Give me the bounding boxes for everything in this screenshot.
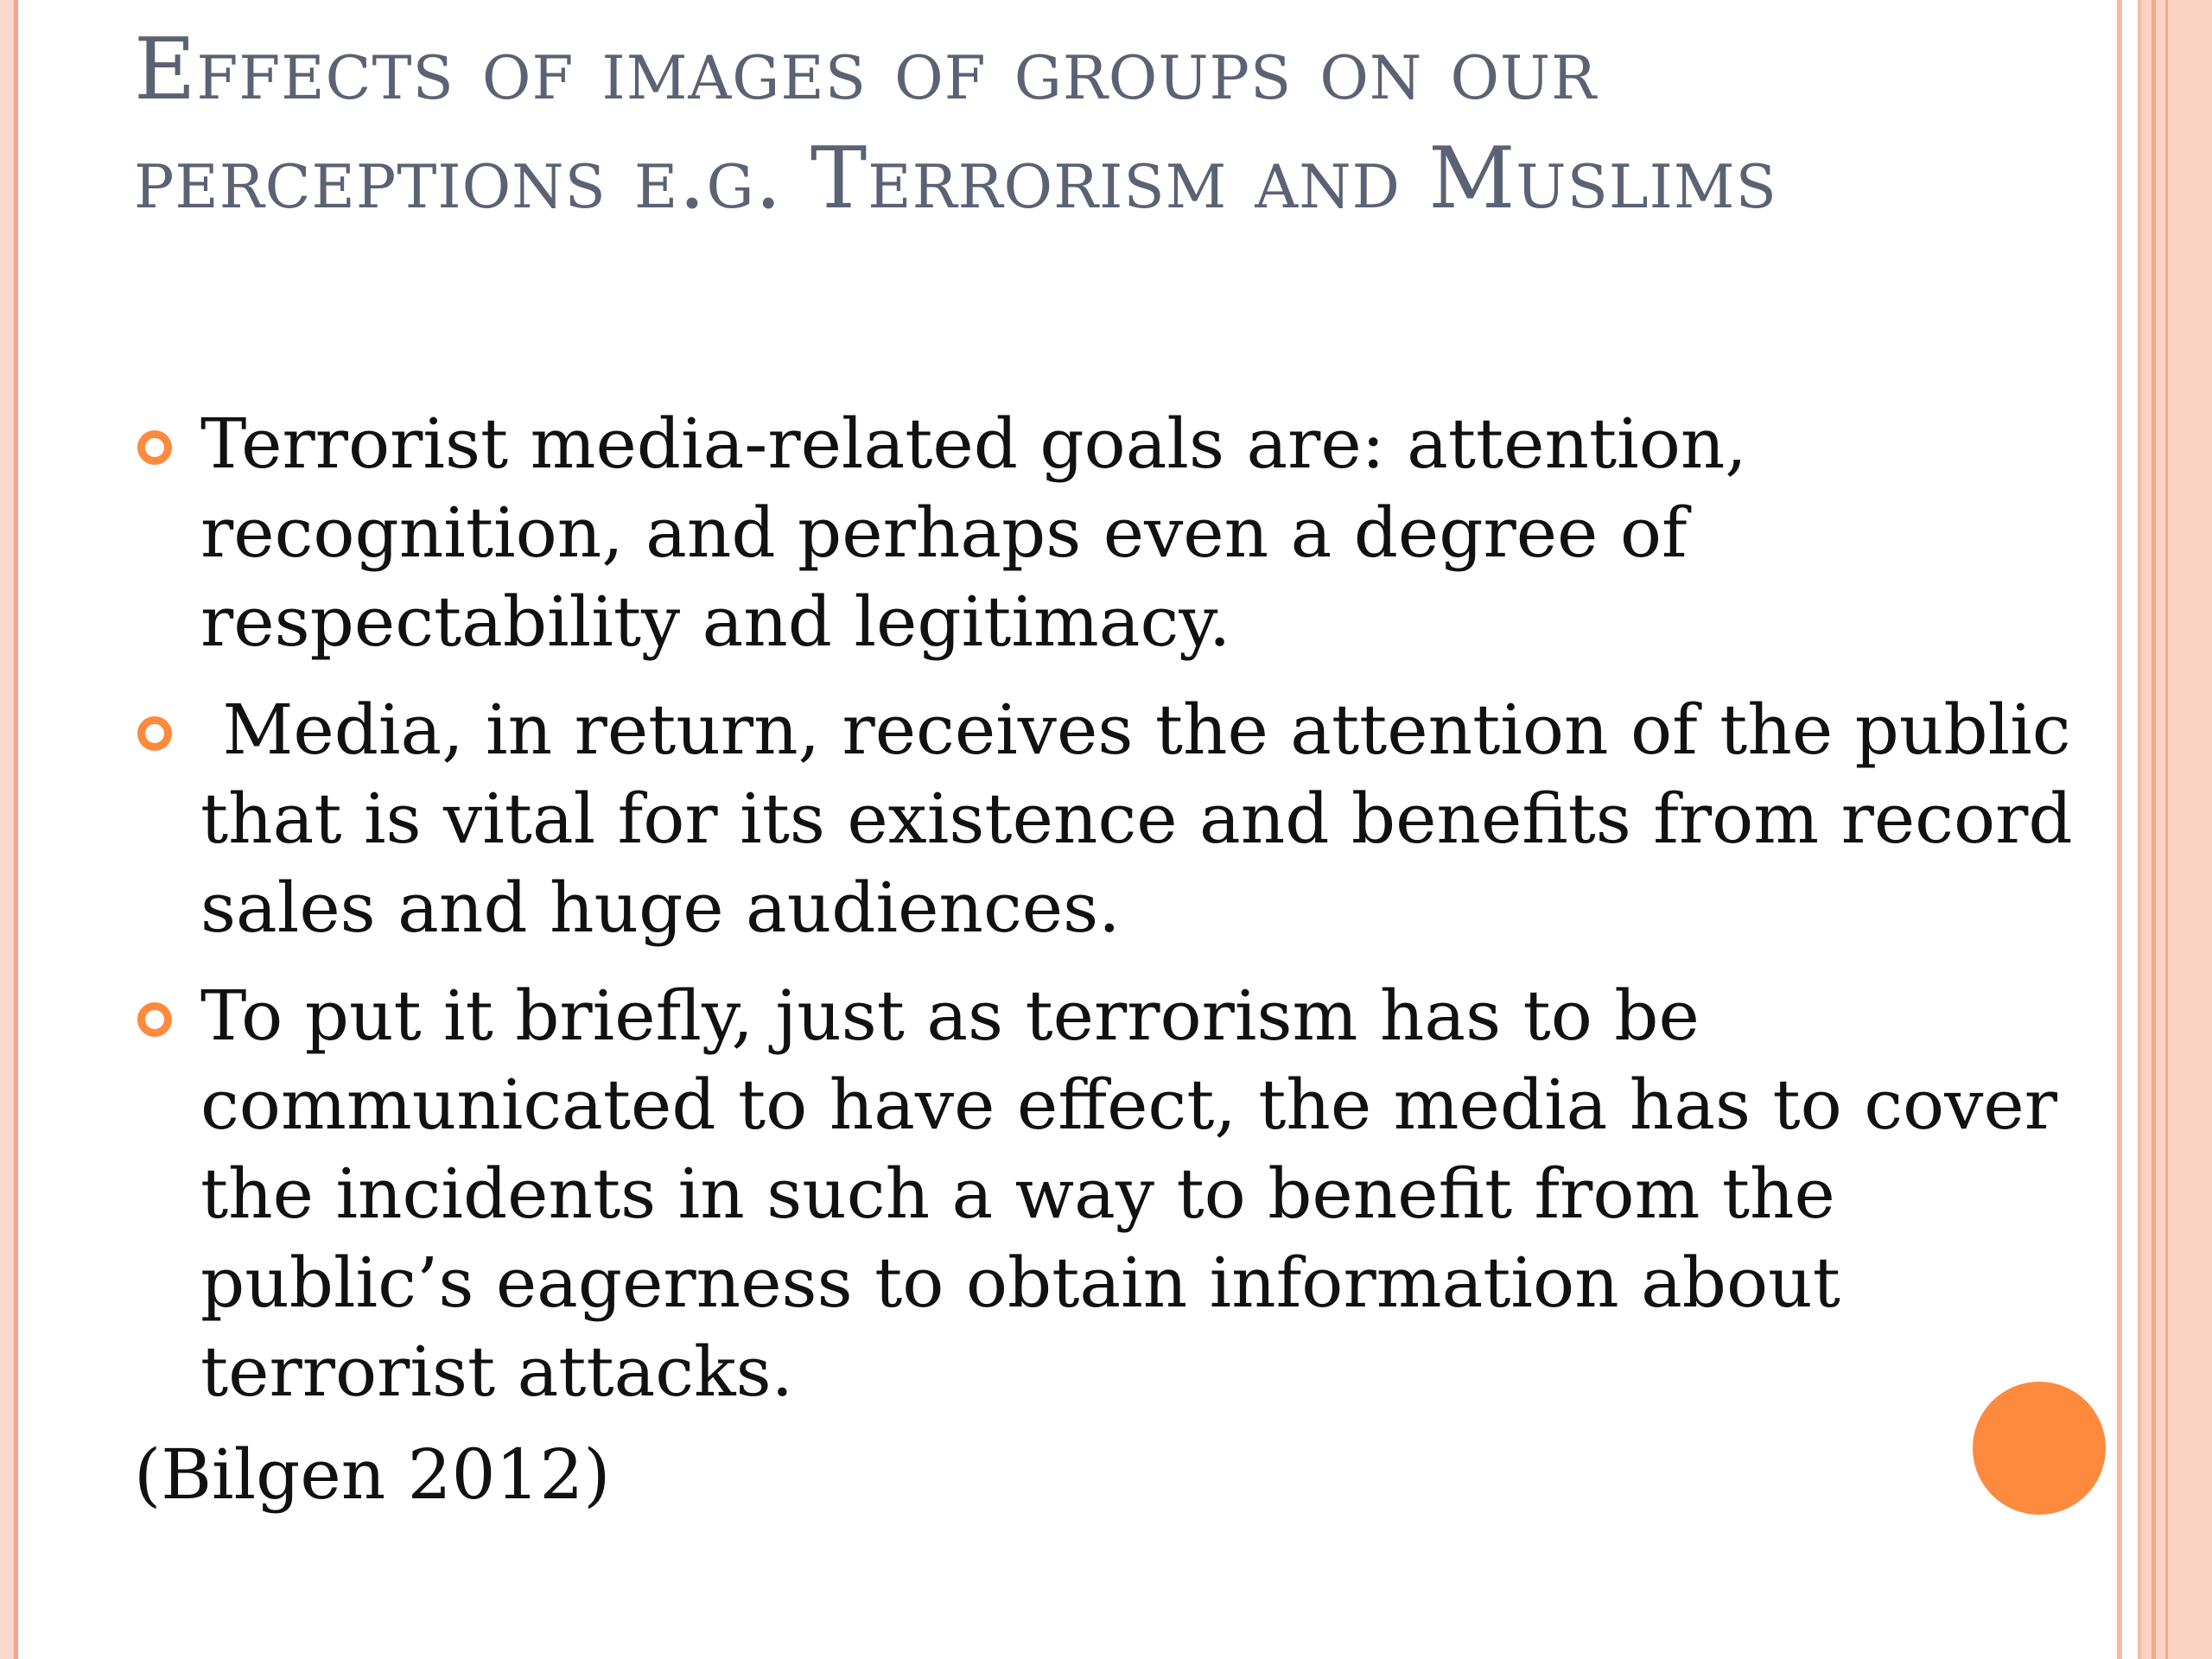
left-frame-band: [0, 0, 14, 1659]
bullet-text: To put it briefly, just as terrorism has to be communicated to have effect, the media has to cover the incidents in such a way to benefit from the public’s eagerness to obtain information about terrorist attacks.: [200, 976, 2057, 1412]
bullet-list: [134, 399, 2095, 1435]
bullet-item: [134, 971, 2078, 1416]
bullet-item: [134, 685, 2095, 952]
citation: (Bilgen 2012): [134, 1434, 611, 1515]
slide-title: Effects of images of groups on our perceptions e.g. Terrorism and Muslims: [134, 21, 1777, 228]
right-frame-stripe: [2152, 0, 2156, 1659]
right-frame-line: [2117, 0, 2122, 1659]
bullet-text: Terrorist media-related goals are: attention, recognition, and perhaps even a degree of respectability and legitimacy.: [200, 404, 1747, 662]
bullet-circle-icon: [137, 430, 172, 465]
left-frame-line: [14, 0, 18, 1659]
bullet-item: [134, 399, 2078, 666]
bullet-circle-icon: [137, 716, 172, 751]
bullet-text: Media, in return, receives the attention of the public that is vital for its existence and benefits from record sales and huge audiences.: [200, 690, 2095, 948]
right-frame-stripe: [2165, 0, 2168, 1659]
bullet-circle-icon: [137, 1002, 172, 1037]
